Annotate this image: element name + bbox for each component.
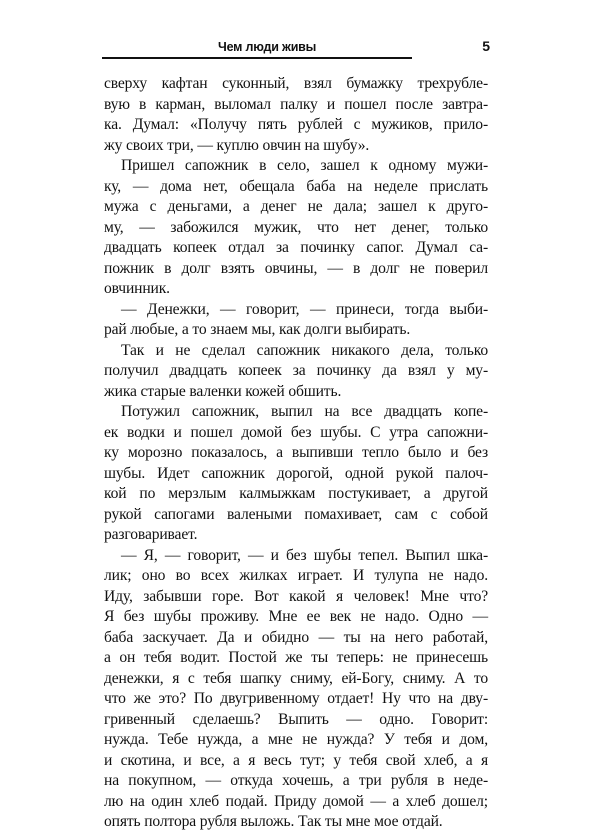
text-line: на покупном, — откуда хочешь, а три рубля в неде- [104,772,488,789]
text-line: опять полтора рубля выложь. Так ты мне мое отдай. [104,813,443,830]
text-line: рукой сапогами валеными помахивает, сам с собой [104,505,488,523]
text-line: мужа с деньгами, а денег не дала; зашел к друго- [104,198,488,215]
text-line: что же это? По двугривенному отдает! Ну что на дву- [104,690,488,707]
text-line: а он тебя водит. Постой же ты теперь: не принесешь [104,649,488,666]
text-line: Пришел сапожник в село, зашел к одному мужи- [121,157,488,174]
text-line: ка. Думал: «Получу пять рублей с мужиков, прило- [104,116,488,133]
text-line: кой по мерзлым калмыжкам постукивает, а другой [104,485,488,502]
text-line: и скотина, и все, а я весь тут; у тебя свой хлеб, а я [104,751,488,769]
text-line: получил двадцать копеек за починку да взял у му- [104,362,488,379]
text-line: ку морозно показалось, а выпивши тепло было и без [104,444,488,461]
text-line: жу своих три, — куплю овчин на шубу». [104,136,370,154]
text-line: двадцать копеек отдал за починку сапог. Думал са- [104,239,488,256]
text-line: Я без шубы проживу. Мне ее век не надо. Одно — [104,608,488,625]
text-line: Так и не сделал сапожник никакого дела, только [121,341,488,359]
text-line: ку, — дома нет, обещала баба на неделе прислать [104,177,488,195]
text-line: Потужил сапожник, выпил на все двадцать копе- [121,403,488,420]
header-rule [102,57,412,59]
text-line: разговаривает. [104,526,198,543]
text-line: гривенный сделаешь? Выпить — одно. Говорит: [104,710,488,728]
body-text [104,74,488,833]
text-line: жика старые валенки кожей обшить. [104,382,342,400]
text-line: — Я, — говорит, — и без шубы тепел. Выпил шка- [121,546,488,564]
text-line: ек водки и пошел домой без шубы. С утра сапожни- [104,423,488,441]
page-header [102,38,490,60]
text-line: нужда. Тебе нужда, а мне не нужда? У тебя и дом, [104,731,488,748]
text-line: рай любые, а то знаем мы, как долги выбирать. [104,321,411,338]
text-line: овчинник. [104,280,170,297]
text-line: сверху кафтан суконный, взял бумажку трехрубле- [104,75,488,92]
text-line: — Денежки, — говорит, — принеси, тогда выби- [121,300,488,318]
text-line: Иду, забывши горе. Вот какой я человек! Мне что? [104,587,488,605]
text-line: му, — забожился мужик, что нет денег, только [104,218,488,236]
text-line: вую в карман, выломал палку и пошел после завтра- [104,95,488,113]
text-line: лю на один хлеб подай. Приду домой — а хлеб дошел; [104,792,488,810]
text-line: баба заскучает. Да и обидно — ты на него работай, [104,628,488,646]
text-line: денежки, я с тебя шапку сниму, ей-Богу, сниму. А то [104,669,488,687]
page-number: 5 [482,38,490,54]
text-line: пожник в долг взять овчины, — в долг не поверил [104,259,488,277]
text-line: лик; оно во всех жилках играет. И тулупа не надо. [104,567,488,584]
running-title: Чем люди живы [218,40,317,54]
text-line: шубы. Идет сапожник дорогой, одной рукой палоч- [104,464,488,482]
